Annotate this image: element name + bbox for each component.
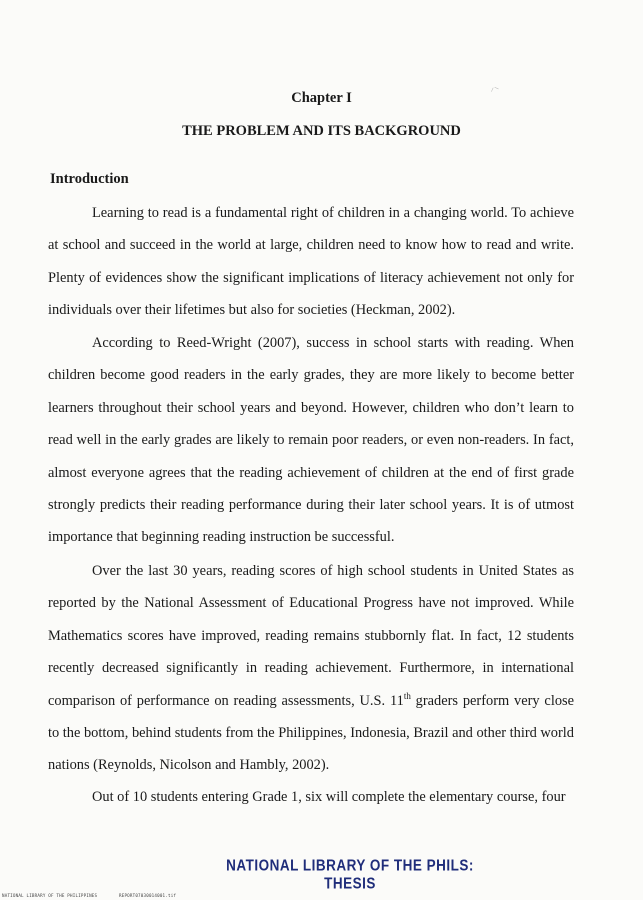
- superscript: th: [403, 690, 411, 701]
- paragraph-3: [48, 555, 574, 782]
- chapter-title: THE PROBLEM AND ITS BACKGROUND: [182, 123, 461, 139]
- paragraph-4: Out of 10 students entering Grade 1, six will complete the elementary course, four: [92, 789, 566, 805]
- chapter-label: Chapter I: [291, 90, 352, 106]
- paragraph-2: According to Reed-Wright (2007), success in school starts with reading. When children become good readers in the early grades, they are more likely to become better learners throughout their school years and beyond. However, children who don’t learn to read well in the early grades are likely to remain poor readers, or even non-readers. In fact, almost everyone agrees that the reading achievement of children at the end of first grade strongly predicts their reading performance during their later school years. It is of utmost importance that beginning reading instruction be successful.: [48, 335, 574, 546]
- paragraph-3-tail: graders perform very close to the bottom, behind students from the Philippines, Indonesia, Brazil and other third world nations (Reynolds, Nicolson and Hambly, 2002).: [48, 692, 574, 774]
- paragraph-1: Learning to read is a fundamental right of children in a changing world. To achieve at school and succeed in the world at large, children need to know how to read and write. Plenty of evidences show the significant implications of literacy achievement not only for individuals over their lifetimes but also for societies (Heckman, 2002).: [48, 205, 574, 319]
- paragraph-3-body: Over the last 30 years, reading scores of high school students in United States as reported by the National Assessment of Educational Progress have not improved. While Mathematics scores have improved, reading remains stubbornly flat. In fact, 12 students recently decreased significantly in reading achievement. Furthermore, in international comparison of performance on reading assessments, U.S. 11: [48, 563, 574, 709]
- library-stamp-line2: THESIS: [324, 874, 376, 893]
- scan-footer: NATIONAL LIBRARY OF THE PHILIPPINES REPORT07030014001.tif: [2, 893, 177, 898]
- margin-mark: ⸝⸜: [487, 80, 500, 94]
- library-stamp-line1: NATIONAL LIBRARY OF THE PHILS:: [226, 856, 474, 875]
- section-heading: Introduction: [50, 171, 129, 187]
